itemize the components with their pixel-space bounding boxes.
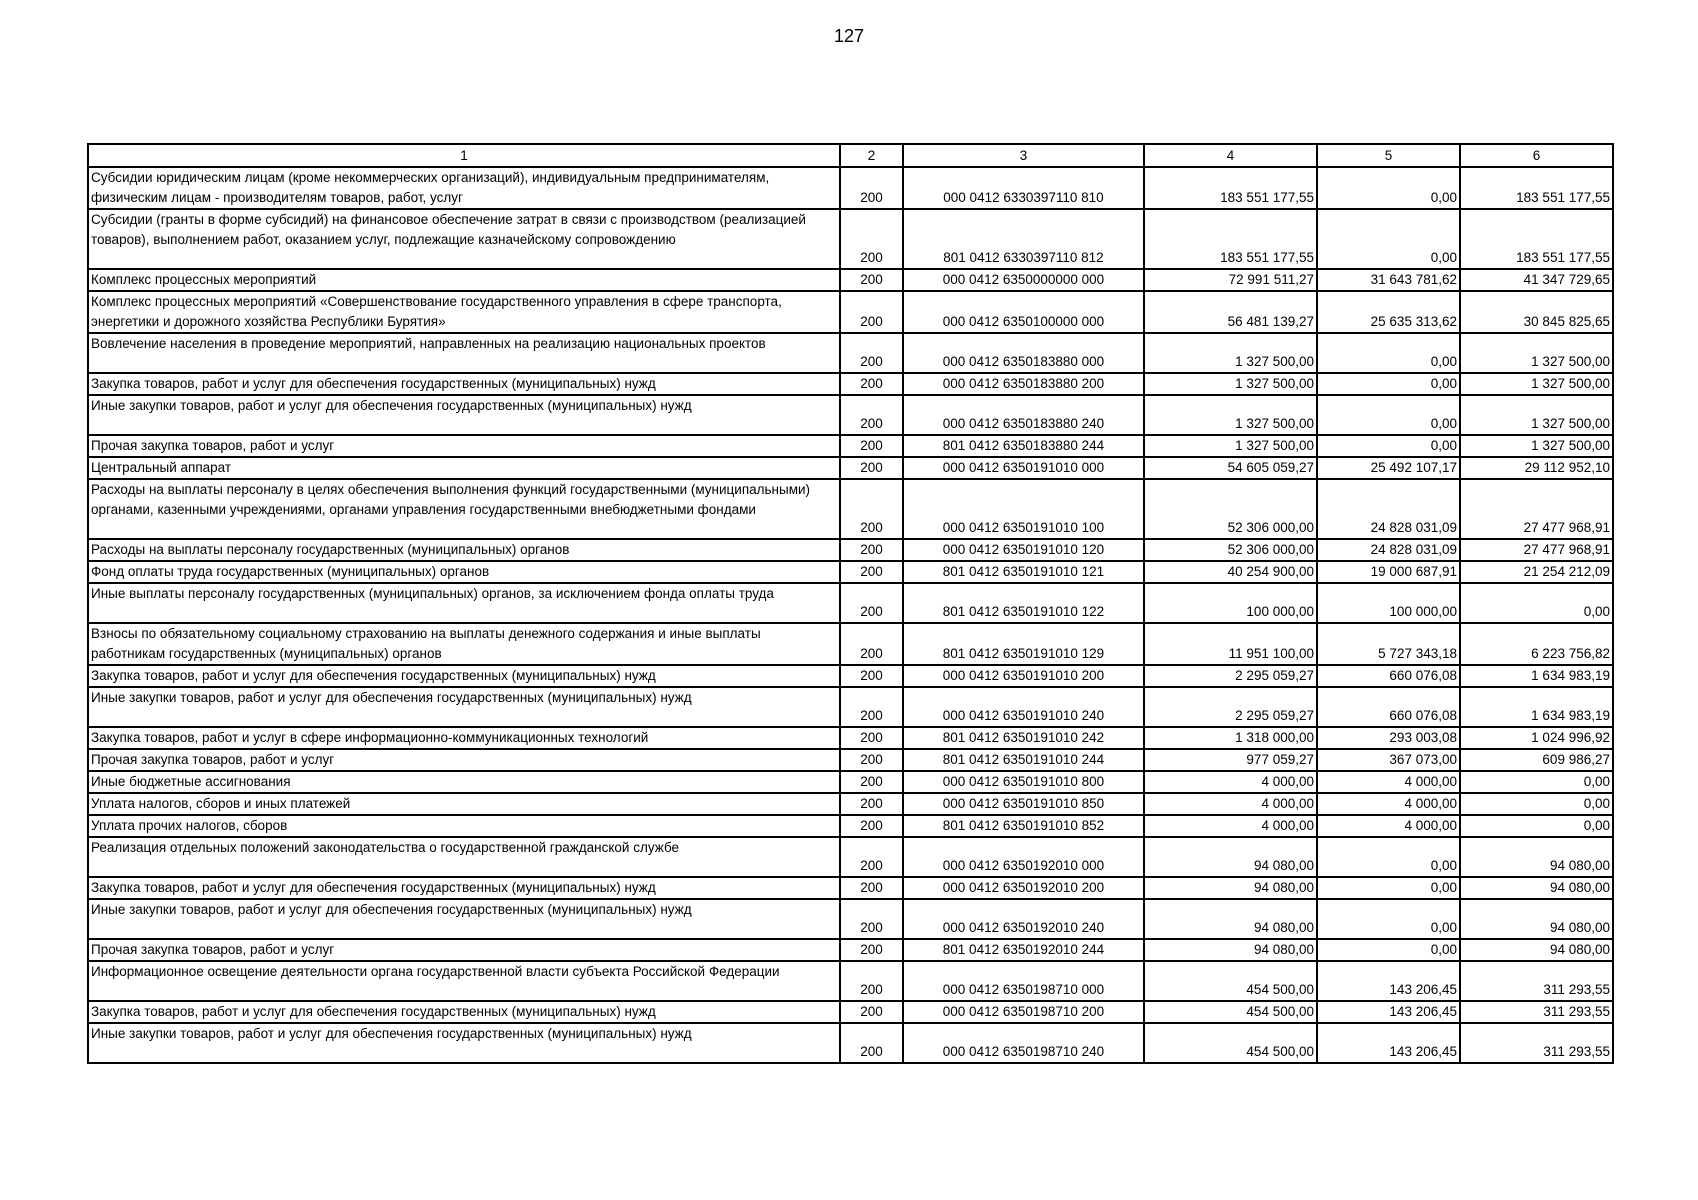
row-value-col6: 183 551 177,55 [1460, 167, 1613, 209]
table-row [88, 291, 1613, 333]
row-code: 200 [840, 583, 903, 623]
row-kbk: 801 0412 6350191010 242 [903, 727, 1144, 749]
row-code: 200 [840, 209, 903, 269]
row-value-col6: 30 845 825,65 [1460, 291, 1613, 333]
column-header: 1 [88, 144, 840, 167]
row-name: Закупка товаров, работ и услуг в сфере информационно-коммуникационных технологий [88, 727, 840, 749]
row-value-col4: 454 500,00 [1144, 1023, 1317, 1063]
row-value-col6: 41 347 729,65 [1460, 269, 1613, 291]
row-value-col6: 311 293,55 [1460, 1023, 1613, 1063]
row-value-col6: 29 112 952,10 [1460, 457, 1613, 479]
row-name: Расходы на выплаты персоналу государственных (муниципальных) органов [88, 539, 840, 561]
row-value-col4: 183 551 177,55 [1144, 209, 1317, 269]
row-value-col6: 0,00 [1460, 583, 1613, 623]
row-kbk: 000 0412 6350191010 000 [903, 457, 1144, 479]
row-value-col4: 4 000,00 [1144, 793, 1317, 815]
budget-table [87, 143, 1614, 1064]
row-code: 200 [840, 815, 903, 837]
row-name: Иные закупки товаров, работ и услуг для обеспечения государственных (муниципальных) нужд [88, 1023, 840, 1063]
table-row [88, 749, 1613, 771]
row-code: 200 [840, 333, 903, 373]
row-code: 200 [840, 749, 903, 771]
row-value-col6: 1 634 983,19 [1460, 665, 1613, 687]
row-value-col4: 94 080,00 [1144, 837, 1317, 877]
row-kbk: 000 0412 6350191010 120 [903, 539, 1144, 561]
table-row [88, 623, 1613, 665]
row-kbk: 000 0412 6350191010 200 [903, 665, 1144, 687]
row-value-col6: 311 293,55 [1460, 961, 1613, 1001]
row-value-col4: 94 080,00 [1144, 939, 1317, 961]
row-name: Комплекс процессных мероприятий «Совершенствование государственного управления в сфере транспорта, энергетики и дорожного хозяйства Республики Бурятия» [88, 291, 840, 333]
row-value-col5: 25 492 107,17 [1317, 457, 1460, 479]
row-value-col6: 183 551 177,55 [1460, 209, 1613, 269]
column-header: 4 [1144, 144, 1317, 167]
row-value-col5: 143 206,45 [1317, 1001, 1460, 1023]
row-code: 200 [840, 793, 903, 815]
row-value-col6: 311 293,55 [1460, 1001, 1613, 1023]
row-code: 200 [840, 291, 903, 333]
table-row [88, 457, 1613, 479]
row-value-col6: 0,00 [1460, 793, 1613, 815]
row-kbk: 801 0412 6350183880 244 [903, 435, 1144, 457]
row-name: Закупка товаров, работ и услуг для обеспечения государственных (муниципальных) нужд [88, 373, 840, 395]
column-header: 6 [1460, 144, 1613, 167]
table-header [88, 144, 1613, 167]
row-value-col4: 100 000,00 [1144, 583, 1317, 623]
row-name: Иные выплаты персоналу государственных (муниципальных) органов, за исключением фонда оплаты труда [88, 583, 840, 623]
row-value-col5: 5 727 343,18 [1317, 623, 1460, 665]
row-kbk: 000 0412 6350000000 000 [903, 269, 1144, 291]
row-name: Фонд оплаты труда государственных (муниципальных) органов [88, 561, 840, 583]
row-value-col5: 293 003,08 [1317, 727, 1460, 749]
row-code: 200 [840, 373, 903, 395]
row-name: Прочая закупка товаров, работ и услуг [88, 939, 840, 961]
column-header: 5 [1317, 144, 1460, 167]
table-row [88, 815, 1613, 837]
row-code: 200 [840, 771, 903, 793]
row-value-col6: 1 327 500,00 [1460, 435, 1613, 457]
row-value-col4: 1 327 500,00 [1144, 333, 1317, 373]
row-value-col4: 454 500,00 [1144, 1001, 1317, 1023]
table-row [88, 727, 1613, 749]
row-kbk: 000 0412 6350198710 240 [903, 1023, 1144, 1063]
row-value-col5: 0,00 [1317, 939, 1460, 961]
row-code: 200 [840, 961, 903, 1001]
row-value-col6: 27 477 968,91 [1460, 479, 1613, 539]
row-value-col4: 52 306 000,00 [1144, 539, 1317, 561]
row-value-col5: 0,00 [1317, 877, 1460, 899]
row-value-col5: 31 643 781,62 [1317, 269, 1460, 291]
table-row [88, 961, 1613, 1001]
row-value-col4: 4 000,00 [1144, 815, 1317, 837]
table-row [88, 793, 1613, 815]
row-name: Закупка товаров, работ и услуг для обеспечения государственных (муниципальных) нужд [88, 877, 840, 899]
table-row [88, 209, 1613, 269]
row-kbk: 000 0412 6350198710 000 [903, 961, 1144, 1001]
row-value-col4: 72 991 511,27 [1144, 269, 1317, 291]
row-name: Иные закупки товаров, работ и услуг для обеспечения государственных (муниципальных) нужд [88, 899, 840, 939]
row-value-col5: 0,00 [1317, 395, 1460, 435]
table-row [88, 269, 1613, 291]
row-kbk: 000 0412 6350191010 240 [903, 687, 1144, 727]
row-code: 200 [840, 539, 903, 561]
row-code: 200 [840, 395, 903, 435]
table-row [88, 479, 1613, 539]
row-kbk: 000 0412 6350192010 000 [903, 837, 1144, 877]
row-code: 200 [840, 457, 903, 479]
row-kbk: 000 0412 6350100000 000 [903, 291, 1144, 333]
row-code: 200 [840, 687, 903, 727]
row-value-col4: 2 295 059,27 [1144, 687, 1317, 727]
table-row [88, 899, 1613, 939]
row-code: 200 [840, 479, 903, 539]
row-value-col6: 94 080,00 [1460, 899, 1613, 939]
row-value-col4: 1 327 500,00 [1144, 373, 1317, 395]
row-name: Уплата налогов, сборов и иных платежей [88, 793, 840, 815]
table-row [88, 877, 1613, 899]
row-value-col6: 6 223 756,82 [1460, 623, 1613, 665]
row-value-col6: 1 327 500,00 [1460, 333, 1613, 373]
row-value-col5: 660 076,08 [1317, 665, 1460, 687]
header-row [88, 144, 1613, 167]
row-value-col6: 94 080,00 [1460, 877, 1613, 899]
row-name: Реализация отдельных положений законодательства о государственной гражданской службе [88, 837, 840, 877]
row-name: Субсидии (гранты в форме субсидий) на финансовое обеспечение затрат в связи с производством (реализацией товаров), выполнением работ, оказанием услуг, подлежащие казначейскому сопровождению [88, 209, 840, 269]
row-value-col5: 4 000,00 [1317, 815, 1460, 837]
table-row [88, 583, 1613, 623]
table-row [88, 539, 1613, 561]
table-row [88, 1023, 1613, 1063]
row-value-col5: 0,00 [1317, 435, 1460, 457]
row-value-col4: 54 605 059,27 [1144, 457, 1317, 479]
row-value-col4: 2 295 059,27 [1144, 665, 1317, 687]
table-row [88, 333, 1613, 373]
row-name: Информационное освещение деятельности органа государственной власти субъекта Российской Федерации [88, 961, 840, 1001]
row-value-col5: 143 206,45 [1317, 1023, 1460, 1063]
row-kbk: 801 0412 6350192010 244 [903, 939, 1144, 961]
row-code: 200 [840, 877, 903, 899]
row-name: Иные бюджетные ассигнования [88, 771, 840, 793]
row-name: Центральный аппарат [88, 457, 840, 479]
row-code: 200 [840, 623, 903, 665]
row-code: 200 [840, 1001, 903, 1023]
page-number: 127 [833, 26, 865, 46]
row-kbk: 000 0412 6330397110 810 [903, 167, 1144, 209]
row-value-col5: 660 076,08 [1317, 687, 1460, 727]
table-body [88, 167, 1613, 1063]
row-value-col5: 0,00 [1317, 837, 1460, 877]
table-row [88, 665, 1613, 687]
table-row [88, 939, 1613, 961]
row-value-col4: 977 059,27 [1144, 749, 1317, 771]
row-value-col6: 21 254 212,09 [1460, 561, 1613, 583]
row-value-col4: 56 481 139,27 [1144, 291, 1317, 333]
row-value-col4: 94 080,00 [1144, 899, 1317, 939]
row-value-col5: 100 000,00 [1317, 583, 1460, 623]
row-kbk: 801 0412 6350191010 244 [903, 749, 1144, 771]
row-value-col6: 1 327 500,00 [1460, 395, 1613, 435]
row-name: Комплекс процессных мероприятий [88, 269, 840, 291]
row-value-col5: 24 828 031,09 [1317, 539, 1460, 561]
row-value-col5: 24 828 031,09 [1317, 479, 1460, 539]
row-name: Вовлечение населения в проведение мероприятий, направленных на реализацию национальных проектов [88, 333, 840, 373]
row-code: 200 [840, 1023, 903, 1063]
row-value-col6: 94 080,00 [1460, 939, 1613, 961]
row-name: Взносы по обязательному социальному страхованию на выплаты денежного содержания и иные выплаты работникам государственных (муниципальных) органов [88, 623, 840, 665]
row-code: 200 [840, 269, 903, 291]
row-name: Иные закупки товаров, работ и услуг для обеспечения государственных (муниципальных) нужд [88, 687, 840, 727]
row-value-col4: 1 327 500,00 [1144, 395, 1317, 435]
row-value-col4: 94 080,00 [1144, 877, 1317, 899]
row-kbk: 000 0412 6350191010 100 [903, 479, 1144, 539]
row-name: Уплата прочих налогов, сборов [88, 815, 840, 837]
row-value-col4: 52 306 000,00 [1144, 479, 1317, 539]
row-value-col4: 11 951 100,00 [1144, 623, 1317, 665]
row-name: Прочая закупка товаров, работ и услуг [88, 749, 840, 771]
row-name: Закупка товаров, работ и услуг для обеспечения государственных (муниципальных) нужд [88, 1001, 840, 1023]
row-kbk: 801 0412 6330397110 812 [903, 209, 1144, 269]
row-kbk: 801 0412 6350191010 129 [903, 623, 1144, 665]
row-kbk: 000 0412 6350198710 200 [903, 1001, 1144, 1023]
row-value-col4: 183 551 177,55 [1144, 167, 1317, 209]
table-row [88, 435, 1613, 457]
row-value-col5: 25 635 313,62 [1317, 291, 1460, 333]
table-row [88, 687, 1613, 727]
row-value-col6: 0,00 [1460, 771, 1613, 793]
table-row [88, 771, 1613, 793]
row-value-col5: 4 000,00 [1317, 793, 1460, 815]
table-row [88, 373, 1613, 395]
row-name: Закупка товаров, работ и услуг для обеспечения государственных (муниципальных) нужд [88, 665, 840, 687]
table-row [88, 395, 1613, 435]
row-value-col5: 0,00 [1317, 209, 1460, 269]
column-header: 2 [840, 144, 903, 167]
row-value-col6: 27 477 968,91 [1460, 539, 1613, 561]
row-code: 200 [840, 837, 903, 877]
row-value-col5: 0,00 [1317, 899, 1460, 939]
row-kbk: 000 0412 6350192010 200 [903, 877, 1144, 899]
row-code: 200 [840, 561, 903, 583]
row-code: 200 [840, 665, 903, 687]
table-row [88, 837, 1613, 877]
row-value-col5: 19 000 687,91 [1317, 561, 1460, 583]
row-kbk: 000 0412 6350191010 850 [903, 793, 1144, 815]
table-row [88, 1001, 1613, 1023]
row-code: 200 [840, 435, 903, 457]
row-value-col6: 1 327 500,00 [1460, 373, 1613, 395]
row-kbk: 801 0412 6350191010 122 [903, 583, 1144, 623]
row-value-col5: 367 073,00 [1317, 749, 1460, 771]
row-name: Прочая закупка товаров, работ и услуг [88, 435, 840, 457]
row-value-col5: 4 000,00 [1317, 771, 1460, 793]
row-value-col5: 0,00 [1317, 333, 1460, 373]
row-value-col4: 40 254 900,00 [1144, 561, 1317, 583]
row-value-col5: 143 206,45 [1317, 961, 1460, 1001]
row-name: Расходы на выплаты персоналу в целях обеспечения выполнения функций государственными (муниципальными) органами, казенными учреждениями, органами управления государственными внебюджетными фондами [88, 479, 840, 539]
row-value-col4: 454 500,00 [1144, 961, 1317, 1001]
table-row [88, 561, 1613, 583]
row-value-col6: 94 080,00 [1460, 837, 1613, 877]
row-kbk: 801 0412 6350191010 852 [903, 815, 1144, 837]
row-value-col5: 0,00 [1317, 167, 1460, 209]
row-kbk: 801 0412 6350191010 121 [903, 561, 1144, 583]
row-code: 200 [840, 899, 903, 939]
row-kbk: 000 0412 6350183880 000 [903, 333, 1144, 373]
row-value-col6: 1 024 996,92 [1460, 727, 1613, 749]
row-name: Субсидии юридическим лицам (кроме некоммерческих организаций), индивидуальным предпринимателям, физическим лицам - производителям товаров, работ, услуг [88, 167, 840, 209]
table-row [88, 167, 1613, 209]
column-header: 3 [903, 144, 1144, 167]
row-code: 200 [840, 167, 903, 209]
row-value-col4: 4 000,00 [1144, 771, 1317, 793]
row-code: 200 [840, 727, 903, 749]
row-value-col6: 1 634 983,19 [1460, 687, 1613, 727]
row-value-col4: 1 327 500,00 [1144, 435, 1317, 457]
row-kbk: 000 0412 6350192010 240 [903, 899, 1144, 939]
row-kbk: 000 0412 6350183880 200 [903, 373, 1144, 395]
row-code: 200 [840, 939, 903, 961]
row-kbk: 000 0412 6350191010 800 [903, 771, 1144, 793]
row-kbk: 000 0412 6350183880 240 [903, 395, 1144, 435]
row-value-col6: 609 986,27 [1460, 749, 1613, 771]
row-value-col5: 0,00 [1317, 373, 1460, 395]
row-value-col4: 1 318 000,00 [1144, 727, 1317, 749]
row-value-col6: 0,00 [1460, 815, 1613, 837]
row-name: Иные закупки товаров, работ и услуг для обеспечения государственных (муниципальных) нужд [88, 395, 840, 435]
